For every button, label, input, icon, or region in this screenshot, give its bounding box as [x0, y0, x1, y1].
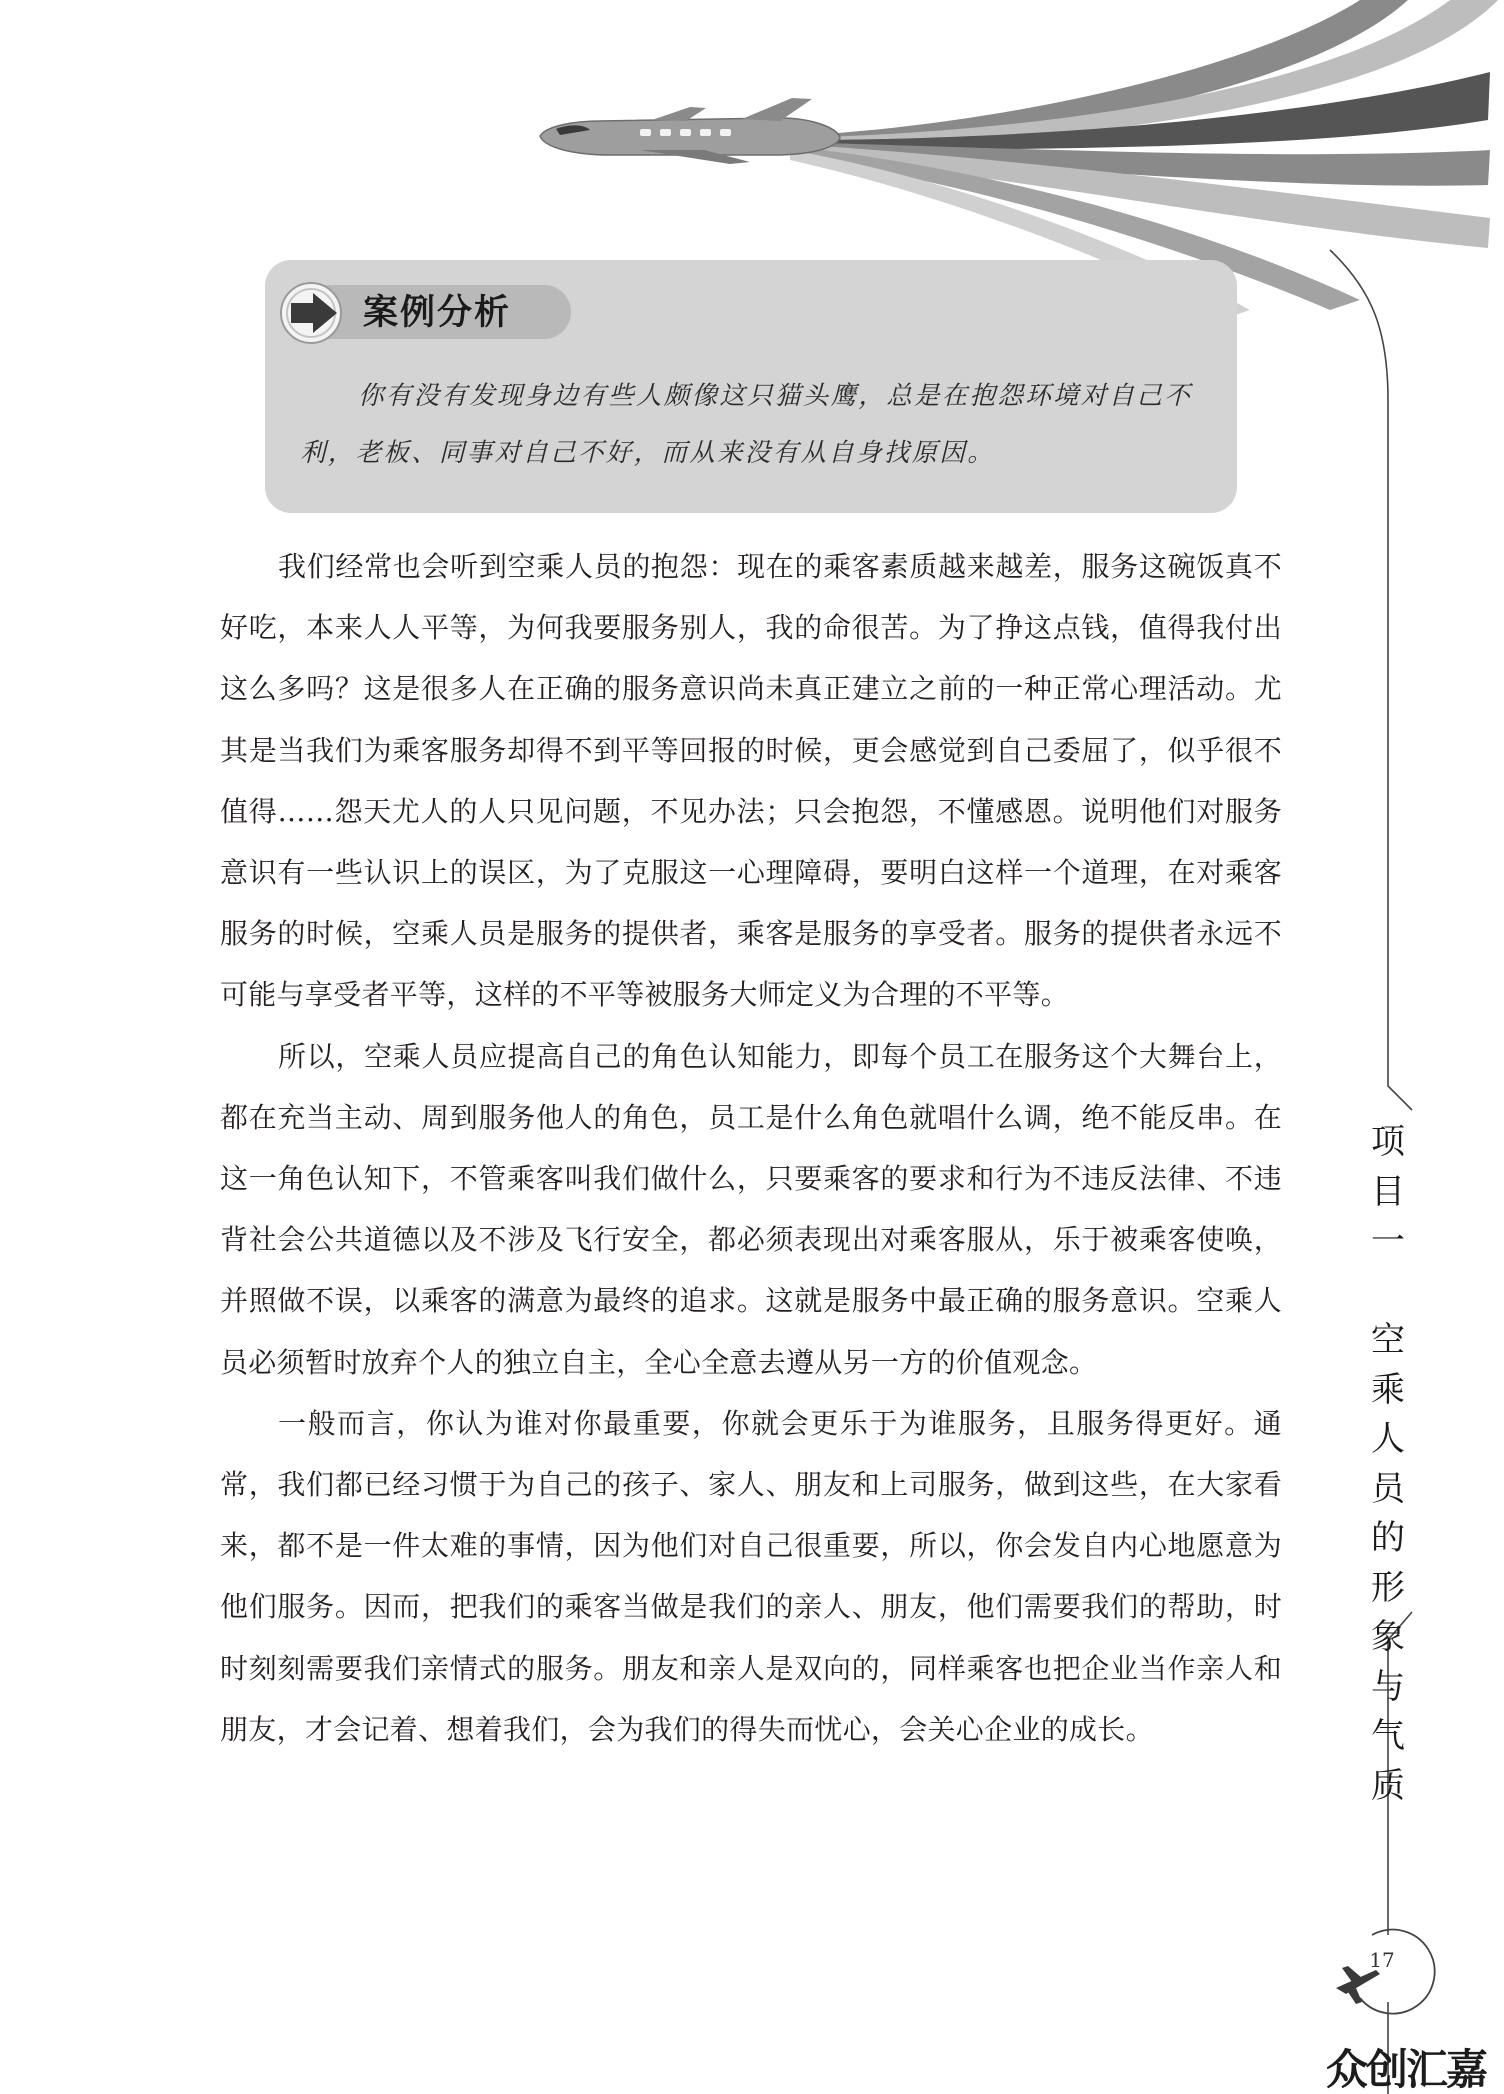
watermark: 众创汇嘉	[1326, 2045, 1487, 2094]
arrow-icon	[279, 281, 349, 345]
side-title-gap	[1360, 1267, 1416, 1317]
page-number: 17	[1369, 1948, 1395, 1972]
side-title-char: 与	[1371, 1666, 1405, 1707]
side-title-char: 员	[1371, 1468, 1405, 1509]
airplane-icon	[540, 98, 840, 164]
side-title-char: 乘	[1371, 1369, 1405, 1410]
chapter-side-title	[1360, 1118, 1416, 1811]
paragraph: 所以，空乘人员应提高自己的角色认知能力，即每个员工在服务这个大舞台上，都在充当主动、周到服务他人的角色，员工是什么角色就唱什么调，绝不能反串。在这一角色认知下，不管乘客叫我们做什么，只要乘客的要求和行为不违反法律、不违背社会公共道德以及不涉及飞行安全，都必须表现出对乘客服从，乐于被乘客使唤，并照做不误，以乘客的满意为最终的追求。这就是服务中最正确的服务意识。空乘人员必须暂时放弃个人的独立自主，全心全意去遵从另一方的价值观念。	[220, 1039, 1282, 1379]
side-title-char: 人	[1371, 1419, 1405, 1459]
body-text	[220, 536, 1282, 1760]
side-title-char: 质	[1371, 1765, 1405, 1806]
side-title-char: 目	[1371, 1171, 1405, 1212]
side-title-char: 一	[1371, 1221, 1405, 1261]
side-title-char: 气	[1371, 1716, 1405, 1756]
case-analysis-title: 案例分析	[363, 293, 512, 333]
side-title-char: 形	[1371, 1567, 1405, 1608]
case-analysis-text: 你有没有发现身边有些人颇像这只猫头鹰，总是在抱怨环境对自己不利，老板、同事对自己不好，而从来没有从自身找原因。	[300, 381, 1193, 468]
side-title-char: 空	[1371, 1320, 1405, 1360]
side-title-char: 项	[1371, 1122, 1405, 1162]
paragraph: 一般而言，你认为谁对你最重要，你就会更乐于为谁服务，且服务得更好。通常，我们都已经习惯于为自己的孩子、家人、朋友和上司服务，做到这些，在大家看来，都不是一件太难的事情，因为他们对自己很重要，所以，你会发自内心地愿意为他们服务。因而，把我们的乘客当做是我们的亲人、朋友，他们需要我们的帮助，时时刻刻需要我们亲情式的服务。朋友和亲人是双向的，同样乘客也把企业当作亲人和朋友，才会记着、想着我们，会为我们的得失而忧心，会关心企业的成长。	[220, 1406, 1282, 1746]
paragraph: 我们经常也会听到空乘人员的抱怨：现在的乘客素质越来越差，服务这碗饭真不好吃，本来人人平等，为何我要服务别人，我的命很苦。为了挣这点钱，值得我付出这么多吗？这是很多人在正确的服务意识尚未真正建立之前的一种正常心理活动。尤其是当我们为乘客服务却得不到平等回报的时候，更会感觉到自己委屈了，似乎很不值得……怨天尤人的人只见问题，不见办法；只会抱怨，不懂感恩。说明他们对服务意识有一些认识上的误区，为了克服这一心理障碍，要明白这样一个道理，在对乘客服务的时候，空乘人员是服务的提供者，乘客是服务的享受者。服务的提供者永远不可能与享受者平等，这样的不平等被服务大师定义为合理的不平等。	[220, 550, 1282, 1012]
side-title-char: 象	[1371, 1617, 1405, 1657]
side-title-char: 的	[1371, 1518, 1405, 1558]
